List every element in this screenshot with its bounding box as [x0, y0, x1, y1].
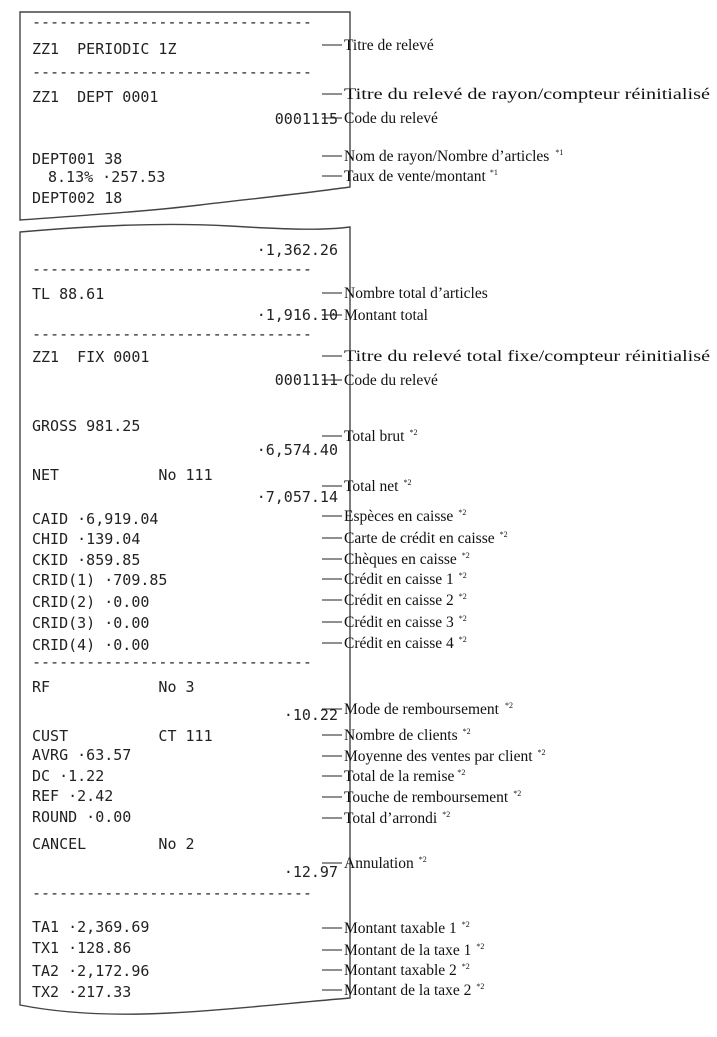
label-titre-releve: Titre de relevé: [344, 37, 434, 54]
label-titre-rayon: Titre du relevé de rayon/compteur réinitialisé: [344, 86, 711, 103]
receipt-line-dc: DC ·1.22: [32, 767, 105, 785]
label-moyenne: Moyenne des ventes par client $^{*2}$: [344, 748, 546, 765]
receipt-line-cust: CUST CT 111: [32, 727, 213, 745]
separator: -------------------------------: [32, 63, 312, 81]
receipt-line-ref: REF ·2.42: [32, 787, 114, 805]
label-touche: Touche de remboursement $^{*2}$: [344, 789, 522, 806]
label-taux-vente: Taux de vente/montant $^{*1}$: [344, 168, 498, 185]
label-annulation: Annulation $^{*2}$: [344, 855, 427, 872]
receipt-line-ta2: TA2 ·2,172.96: [32, 962, 150, 980]
receipt-line-ta1: TA1 ·2,369.69: [32, 918, 150, 936]
receipt-line-tl: TL 88.61: [32, 285, 105, 303]
separator: -------------------------------: [32, 13, 312, 31]
label-credit-1: Crédit en caisse 1 $^{*2}$: [344, 571, 467, 588]
label-carte: Carte de crédit en caisse $^{*2}$: [344, 530, 508, 547]
label-montant-total: Montant total: [344, 307, 428, 324]
receipt-line-rf: RF No 3: [32, 678, 195, 696]
receipt-line-tx1: TX1 ·128.86: [32, 939, 132, 957]
receipt-line-rate: 8.13% ·257.53: [48, 168, 166, 186]
receipt-line-avrg: AVRG ·63.57: [32, 746, 132, 764]
label-clients: Nombre de clients $^{*2}$: [344, 727, 471, 744]
label-total-net: Total net $^{*2}$: [344, 478, 412, 495]
receipt-line-caid: CAID ·6,919.04: [32, 510, 159, 528]
receipt-line-cancel-amount: ·12.97: [283, 863, 338, 881]
receipt-line-fix-title: ZZ1 FIX 0001: [32, 348, 150, 366]
receipt-line-ckid: CKID ·859.85: [32, 551, 141, 569]
receipt-line-gross: GROSS 981.25: [32, 417, 141, 435]
label-cheques: Chèques en caisse $^{*2}$: [344, 551, 470, 568]
receipt-line-dept2: DEPT002 18: [32, 189, 123, 207]
receipt-line-net: NET No 111: [32, 466, 213, 484]
receipt-line-dept1: DEPT001 38: [32, 150, 123, 168]
label-code-releve: Code du relevé: [344, 110, 438, 127]
label-nombre-total: Nombre total d’articles: [344, 285, 488, 302]
label-remise: Total de la remise $^{*2}$: [344, 768, 466, 785]
receipt-line-chid: CHID ·139.04: [32, 530, 141, 548]
label-arrondi: Total d’arrondi $^{*2}$: [344, 810, 451, 827]
receipt-line-dept-title: ZZ1 DEPT 0001: [32, 88, 159, 106]
separator: -------------------------------: [32, 884, 312, 902]
separator: -------------------------------: [32, 325, 312, 343]
label-credit-3: Crédit en caisse 3 $^{*2}$: [344, 614, 467, 631]
receipt-line-net-amount: ·7,057.14: [256, 488, 338, 506]
receipt-line-dept-total: ·1,362.26: [256, 241, 338, 259]
receipt-line-fix-code: 0001111: [274, 371, 338, 389]
label-taxe-1: Montant de la taxe 1 $^{*2}$: [344, 942, 485, 959]
label-nom-rayon: Nom de rayon/Nombre d’articles $^{*1}$: [344, 148, 564, 165]
receipt-line-crid3: CRID(3) ·0.00: [32, 614, 150, 632]
receipt-line-crid2: CRID(2) ·0.00: [32, 593, 150, 611]
receipt-line-dept-code: 0001115: [274, 110, 338, 128]
receipt-line-crid4: CRID(4) ·0.00: [32, 636, 150, 654]
label-remboursement: Mode de remboursement $^{*2}$: [344, 701, 513, 718]
label-credit-4: Crédit en caisse 4 $^{*2}$: [344, 635, 467, 652]
separator: -------------------------------: [32, 653, 312, 671]
receipt-line-cancel: CANCEL No 2: [32, 835, 195, 853]
receipt-line-tx2: TX2 ·217.33: [32, 983, 132, 1001]
receipt-line-rf-amount: ·10.22: [283, 706, 338, 724]
label-taxable-1: Montant taxable 1 $^{*2}$: [344, 920, 470, 937]
receipt-line-crid1: CRID(1) ·709.85: [32, 571, 168, 589]
label-titre-fixe: Titre du relevé total fixe/compteur réinitialisé: [344, 348, 711, 365]
label-credit-2: Crédit en caisse 2 $^{*2}$: [344, 592, 467, 609]
receipt-line-round: ROUND ·0.00: [32, 808, 132, 826]
label-especes: Espèces en caisse $^{*2}$: [344, 508, 467, 525]
receipt-line-tl-amount: ·1,916.10: [256, 306, 338, 324]
separator: -------------------------------: [32, 260, 312, 278]
label-total-brut: Total brut $^{*2}$: [344, 428, 418, 445]
label-code-releve-2: Code du relevé: [344, 372, 438, 389]
receipt-line-title: ZZ1 PERIODIC 1Z: [32, 40, 177, 58]
label-taxe-2: Montant de la taxe 2 $^{*2}$: [344, 982, 485, 999]
label-taxable-2: Montant taxable 2 $^{*2}$: [344, 962, 470, 979]
receipt-line-gross-amount: ·6,574.40: [256, 441, 338, 459]
